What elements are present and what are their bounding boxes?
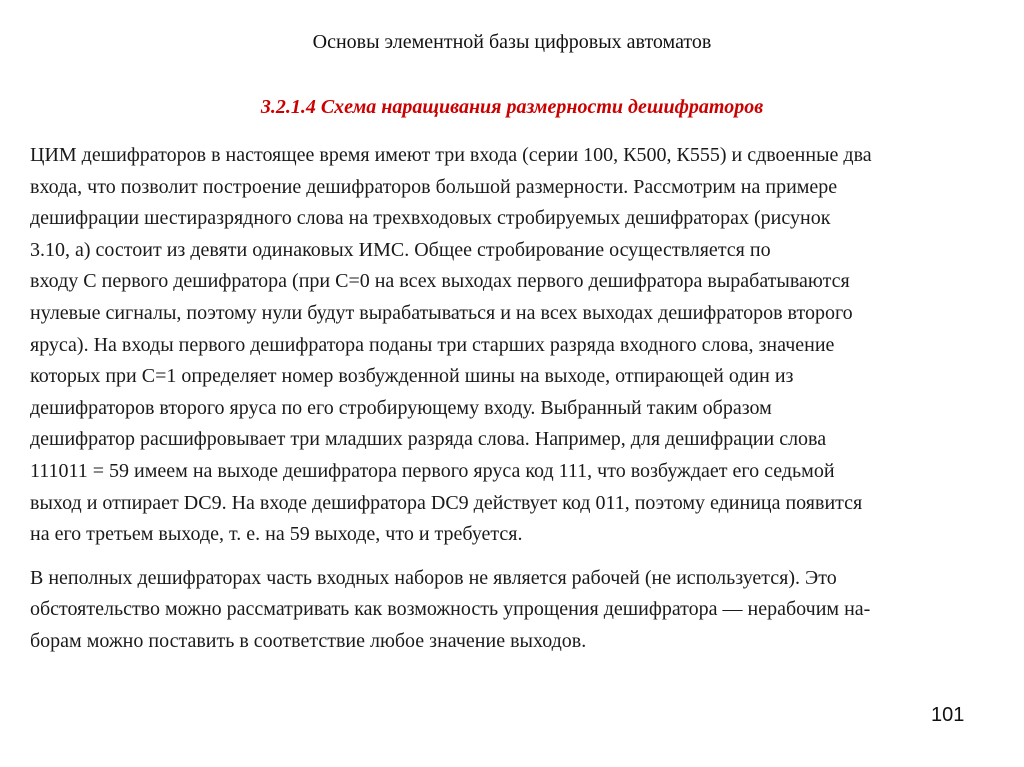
body-text xyxy=(30,140,990,658)
page-number: 101 xyxy=(931,704,965,726)
paragraph-2: В неполных дешифраторах часть входных наборов не является рабочей (не используется). Это обстоятельство можно рассматривать как возможность упрощения дешифратора — нерабочим на- борам можно поставить в соответствие любое значение выходов. xyxy=(30,566,871,652)
slide-header: Основы элементной базы цифровых автоматов xyxy=(312,31,712,53)
paragraph-1: ЦИМ дешифраторов в настоящее время имеют три входа (серии 100, К500, К555) и сдвоенные два входа, что позволит построение дешифраторов большой размерности. Рассмотрим на примере дешифрации шестиразрядного слова на трехвходовых стробируемых дешифраторах (рисунок 3.10, а) состоит из девяти одинаковых ИМС. Общее стробирование осуществляется по входу С первого дешифратора (при С=0 на всех выходах первого дешифратора вырабатываются нулевые сигналы, поэтому нули будут вырабатываться и на всех выходах дешифраторов второго яруса). На входы первого дешифратора поданы три старших разряда входного слова, значение которых при С=1 определяет номер возбужденной шины на выходе, отпирающей один из дешифраторов второго яруса по его стробирующему входу. Выбранный таким образом дешифратор расшифровывает три младших разряда слова. Например, для дешифрации слова 111011 = 59 имеем на выходе дешифратора первого яруса код 111, что возбуждает его седьмой выход и отпирает DC9. На входе дешифратора DC9 действует код 011, поэтому единица появится на его третьем выходе, т. е. на 59 выходе, что и требуется. xyxy=(30,144,872,546)
section-title: 3.2.1.4 Схема наращивания размерности дешифраторов xyxy=(260,96,764,118)
